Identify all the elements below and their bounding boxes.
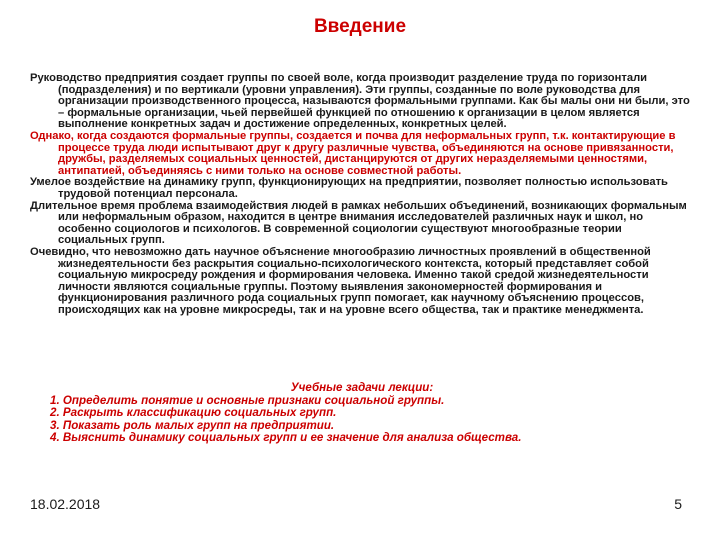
- paragraph-informal-groups: Однако, когда создаются формальные группы, создается и почва для неформальных групп, т.к. контактирующие в процессе труда люди испытывают друг к другу различные чувства, объединяются на основе привязанности, дружбы, разделяемых социальных ценностей, дистанцируются от других неразделяемыми ценностями, антипатией, объединяясь с ними только на основе совместной работы.: [30, 129, 676, 177]
- footer-date: 18.02.2018: [30, 496, 101, 512]
- task-item: 3. Показать роль малых групп на предприятии.: [50, 418, 335, 432]
- paragraph-research: Длительное время проблема взаимодействия людей в рамках небольших объединений, возникающих формальным или неформальным образом, находится в центре внимания исследователей различных наук и школ, но особенно социологов и психологов. В современной социологии существуют многообразные теории социальных групп.: [30, 199, 687, 247]
- learning-tasks-heading: Учебные задачи лекции:: [290, 381, 434, 394]
- body-text: [30, 73, 694, 316]
- slide-title: Введение: [313, 16, 407, 37]
- paragraph-group-dynamics: Умелое воздействие на динамику групп, функционирующих на предприятии, позволяет полностью использовать трудовой потенциал персонала.: [30, 176, 668, 200]
- paragraph-formal-groups: Руководство предприятия создает группы по своей воле, когда производит разделение труда по горизонтали (подразделения) и по вертикали (уровни управления). Эти группы, созданные по воле руководства для организации производственного процесса, называются формальными группами. Как бы малы они ни были, это – формальные организации, чьей первейшей функцией по отношению к организации в целом является выполнение конкретных задач и достижение определенных, конкретных целей.: [30, 72, 690, 131]
- learning-tasks-list: [30, 395, 694, 444]
- paragraph-social-groups: Очевидно, что невозможно дать научное объяснение многообразию личностных проявлений в общественной жизнедеятельности без раскрытия социально-психологического контекста, который представляет собой социальную микросреду рождения и формирования человека. Именно такой средой жизнедеятельности личности являются социальные группы. Поэтому выявления закономерностей формирования и функционирования различного рода социальных групп помогает, как научному объяснению процессов, происходящих как на уровне микросреды, так и на уровне всего общества, так и практике менеджмента.: [30, 245, 651, 316]
- task-item: 4. Выяснить динамику социальных групп и ее значение для анализа общества.: [50, 430, 522, 444]
- page-number: 5: [674, 496, 682, 512]
- task-item: 2. Раскрыть классификацию социальных групп.: [50, 406, 337, 420]
- learning-tasks: [30, 382, 694, 444]
- task-item: 1. Определить понятие и основные признаки социальной группы.: [50, 394, 445, 408]
